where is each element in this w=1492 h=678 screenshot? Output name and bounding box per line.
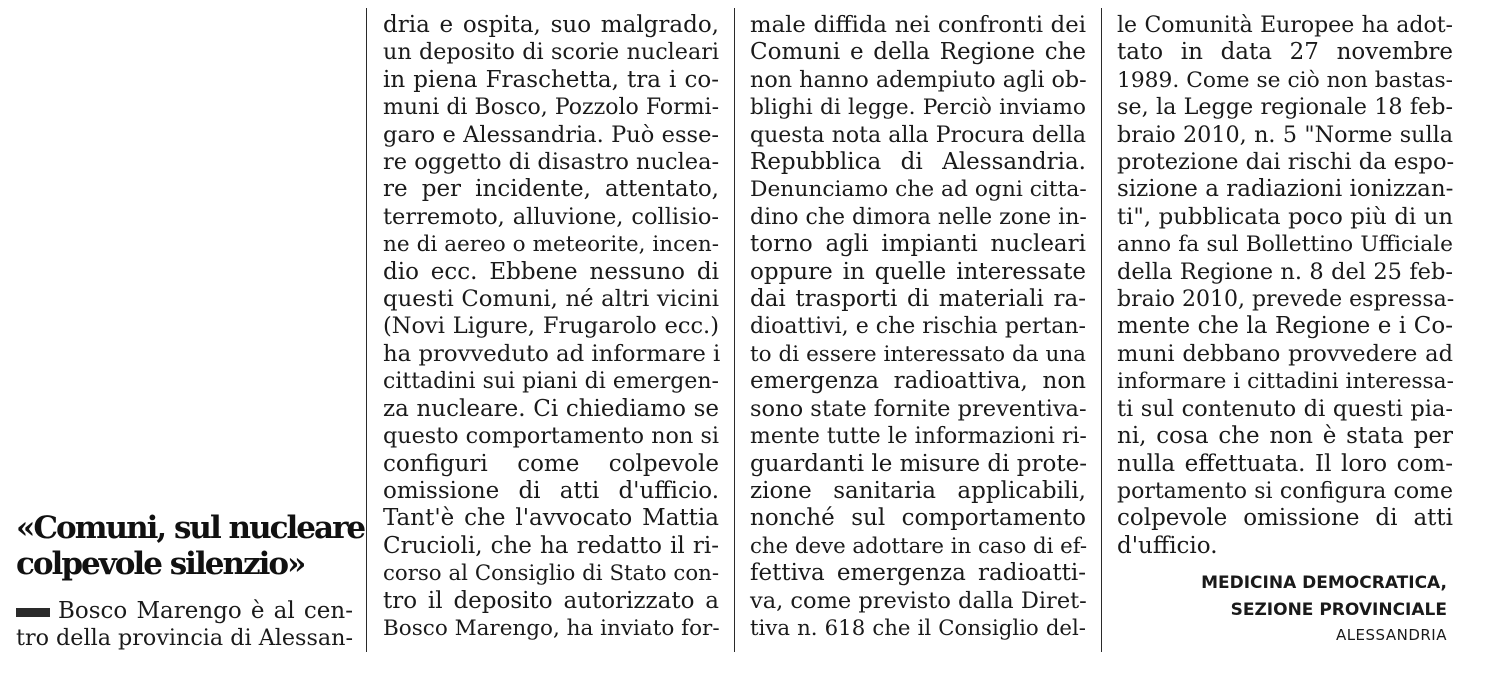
column-line: terremoto, alluvione, collisio- bbox=[383, 203, 719, 230]
column-line: non hanno adempiuto agli ob- bbox=[750, 66, 1087, 93]
column-line: che deve adottare in caso di ef- bbox=[750, 533, 1088, 559]
column-line: ni, cosa che non è stata per bbox=[1117, 423, 1453, 450]
column-line: tro il deposito autorizzato a bbox=[383, 587, 719, 614]
column-line: (Novi Ligure, Frugarolo ecc.) bbox=[383, 313, 719, 340]
column-line: dai trasporti di materiali ra- bbox=[750, 286, 1086, 313]
lead-marker-bar bbox=[16, 608, 50, 617]
column-line: un deposito di scorie nucleari bbox=[383, 39, 719, 66]
headline-line-1: «Comuni, sul nucleare bbox=[16, 510, 365, 546]
column-line: nulla effettuata. Il loro com- bbox=[1117, 450, 1453, 477]
column-line: dio ecc. Ebbene nessuno di bbox=[383, 258, 719, 285]
column-divider bbox=[1101, 8, 1102, 652]
column-line: dria e ospita, suo malgrado, bbox=[383, 12, 719, 38]
column-line: ne di aereo o meteorite, incen- bbox=[383, 232, 719, 258]
column-line: Bosco Marengo, ha inviato for- bbox=[383, 615, 720, 641]
column-line: torno agli impianti nucleari bbox=[750, 231, 1086, 258]
text-column-3 bbox=[1117, 12, 1453, 560]
column-line: colpevole omissione di atti bbox=[1117, 505, 1453, 532]
column-line: questa nota alla Procura della bbox=[750, 122, 1086, 148]
column-line: le Comunità Europee ha adot- bbox=[1117, 13, 1453, 38]
column-line: Denunciamo che ad ogni citta- bbox=[750, 177, 1087, 203]
column-divider bbox=[366, 8, 367, 652]
column-line: tiva n. 618 che il Consiglio del- bbox=[750, 615, 1086, 641]
column-line: ti sul contenuto di questi pia- bbox=[1117, 395, 1453, 422]
column-line: Crucioli, che ha redatto il ri- bbox=[383, 532, 719, 559]
column-line: mente tutte le informazioni ri- bbox=[750, 424, 1087, 450]
lead-line-1-text: Bosco Marengo è al cen- bbox=[58, 598, 353, 624]
column-line: portamento si configura come bbox=[1117, 478, 1453, 504]
column-line: oppure in quelle interessate bbox=[750, 258, 1086, 285]
column-line: dino che dimora nelle zone in- bbox=[750, 204, 1087, 230]
column-line: questo comportamento non si bbox=[383, 423, 719, 450]
column-line: in piena Fraschetta, tra i co- bbox=[383, 66, 719, 93]
column-line: re oggetto di disastro nuclea- bbox=[383, 149, 720, 176]
column-line: to di essere interessato da una bbox=[750, 341, 1086, 367]
column-line: male diffida nei confronti dei bbox=[750, 12, 1086, 38]
column-line: zione sanitaria applicabili, bbox=[750, 477, 1086, 504]
column-line: della Regione n. 8 del 25 feb- bbox=[1117, 258, 1453, 285]
column-line: blighi di legge. Perciò inviamo bbox=[750, 95, 1086, 121]
column-line: sizione a radiazioni ionizzan- bbox=[1117, 176, 1454, 203]
column-line: braio 2010, n. 5 "Norme sulla bbox=[1117, 121, 1453, 148]
text-column-1 bbox=[383, 12, 719, 642]
column-line: za nucleare. Ci chiediamo se bbox=[383, 395, 719, 422]
article-headline bbox=[16, 510, 365, 582]
column-line: cittadini sui piani di emergen- bbox=[383, 369, 719, 395]
lead-paragraph bbox=[16, 598, 353, 653]
headline-line-2: colpevole silenzio» bbox=[16, 546, 305, 582]
column-line: muni debbano provvedere ad bbox=[1117, 340, 1453, 367]
article-signature bbox=[1117, 570, 1447, 646]
column-divider bbox=[734, 8, 735, 652]
column-line: corso al Consiglio di Stato con- bbox=[383, 561, 719, 587]
column-line: 1989. Come se ciò non bastas- bbox=[1117, 67, 1453, 93]
column-line: se, la Legge regionale 18 feb- bbox=[1117, 94, 1453, 121]
column-line: Repubblica di Alessandria. bbox=[750, 149, 1086, 176]
column-line: mente che la Regione e i Co- bbox=[1117, 313, 1453, 340]
column-line: sono state fornite preventiva- bbox=[750, 395, 1087, 422]
column-line: omissione di atti d'ufficio. bbox=[383, 477, 719, 504]
column-line: d'ufficio. bbox=[1117, 532, 1218, 559]
column-line: ti", pubblicata poco più di un bbox=[1117, 203, 1453, 230]
lead-line: tro della provincia di Alessan- bbox=[16, 625, 353, 652]
column-line: protezione dai rischi da espo- bbox=[1117, 149, 1455, 176]
column-line: informare i cittadini interessa- bbox=[1117, 369, 1454, 395]
column-line: emergenza radioattiva, non bbox=[750, 368, 1086, 395]
column-line: va, come previsto dalla Diret- bbox=[750, 587, 1087, 614]
column-line: Comuni e della Regione che bbox=[750, 39, 1086, 66]
column-line: Tant'è che l'avvocato Mattia bbox=[383, 505, 719, 532]
column-line: dioattivi, e che rischia pertan- bbox=[750, 314, 1086, 340]
signature-city: ALESSANDRIA bbox=[1335, 626, 1447, 644]
signature-organization: MEDICINA DEMOCRATICA, bbox=[1201, 573, 1447, 593]
lead-line bbox=[16, 598, 353, 625]
column-line: guardanti le misure di prote- bbox=[750, 450, 1087, 477]
text-column-2 bbox=[750, 12, 1086, 642]
column-line: questi Comuni, né altri vicini bbox=[383, 286, 719, 313]
column-line: anno fa sul Bollettino Ufficiale bbox=[1117, 232, 1453, 258]
column-line: re per incidente, attentato, bbox=[383, 176, 719, 203]
column-line: nonché sul comportamento bbox=[750, 505, 1086, 532]
column-line: configuri come colpevole bbox=[383, 450, 719, 477]
column-line: tato in data 27 novembre bbox=[1117, 39, 1453, 66]
column-line: fettiva emergenza radioatti- bbox=[750, 560, 1086, 587]
column-line: muni di Bosco, Pozzolo Formi- bbox=[383, 95, 719, 121]
column-line: ha provveduto ad informare i bbox=[383, 340, 721, 367]
column-line: garo e Alessandria. Può esse- bbox=[383, 121, 719, 148]
signature-section: SEZIONE PROVINCIALE bbox=[1230, 600, 1447, 620]
column-line: braio 2010, prevede espressa- bbox=[1117, 287, 1455, 313]
